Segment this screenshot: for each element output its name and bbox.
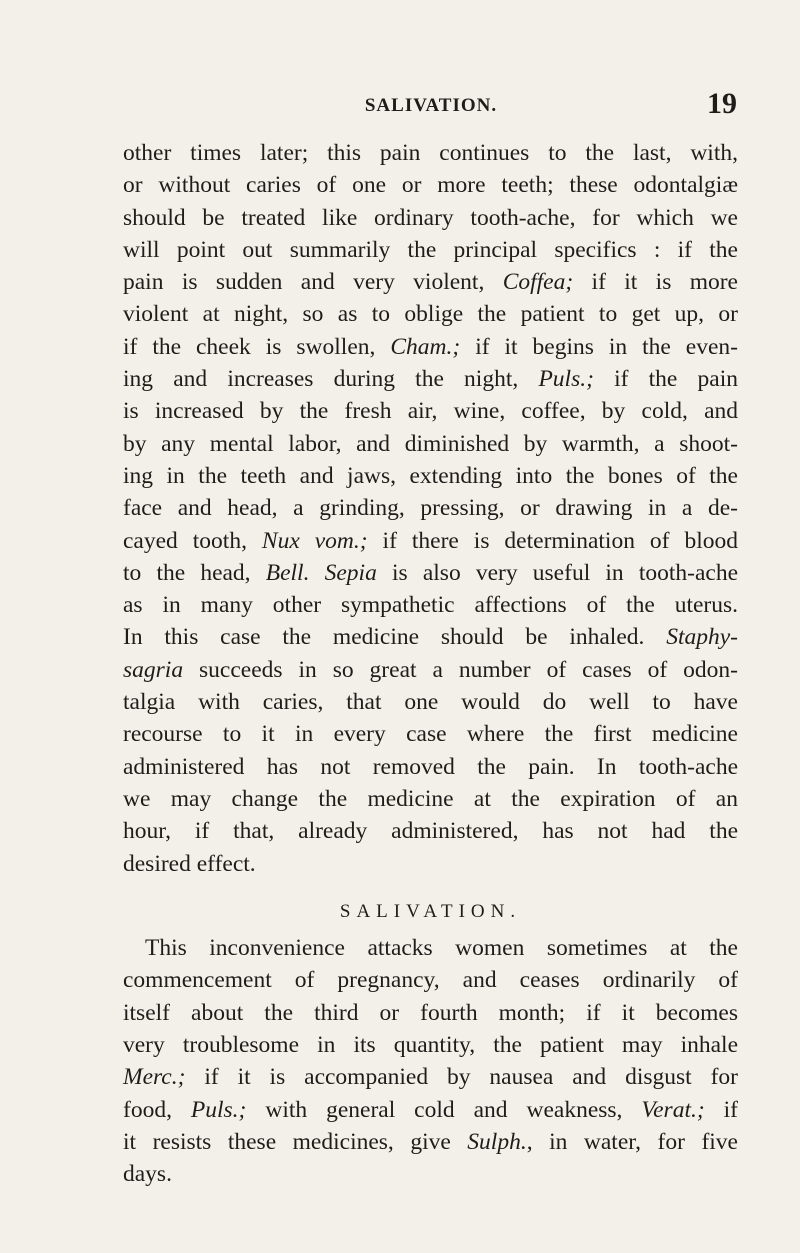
text-line: as in many other sympathetic affections of the uterus. <box>123 592 738 619</box>
text-line: hour, if that, already administered, has not had the <box>123 818 738 845</box>
text-line: by any mental labor, and diminished by warmth, a shoot- <box>123 430 738 457</box>
text-line: cayed tooth, Nux vom.; if there is determination of blood <box>123 527 738 554</box>
text-line: itself about the third or fourth month; if it becomes <box>123 999 738 1026</box>
body-text <box>123 137 738 1191</box>
text-line: or without caries of one or more teeth; these odontalgiæ <box>123 172 738 199</box>
text-line: Merc.; if it is accompanied by nausea and disgust for <box>123 1064 738 1091</box>
running-title: SALIVATION. <box>364 95 498 116</box>
remedy-bell: Bell. <box>265 559 310 586</box>
text-line: sagria succeeds in so great a number of cases of odon- <box>123 656 738 683</box>
text-line: violent at night, so as to oblige the patient to get up, or <box>123 301 738 328</box>
remedy-puls: Puls.; <box>538 366 594 393</box>
text-line: food, Puls.; with general cold and weakness, Verat.; if <box>123 1096 738 1123</box>
remedy-sulph: Sulph. <box>467 1128 527 1155</box>
text-line: commencement of pregnancy, and ceases ordinarily of <box>123 967 738 994</box>
text-line: if the cheek is swollen, Cham.; if it begins in the even- <box>123 333 738 360</box>
text-line: pain is sudden and very violent, Coffea; if it is more <box>123 269 738 296</box>
text-line: administered has not removed the pain. In tooth-ache <box>123 753 738 780</box>
text-line: recourse to it in every case where the first medicine <box>123 721 738 748</box>
text-line: should be treated like ordinary tooth-ache, for which we <box>123 204 738 231</box>
remedy-staphysagria-cont: sagria <box>123 656 184 683</box>
text-line: will point out summarily the principal specifics : if the <box>123 236 738 263</box>
remedy-verat: Verat.; <box>641 1096 705 1123</box>
text-line: In this case the medicine should be inhaled. Staphy- <box>123 624 738 651</box>
text-line: ing and increases during the night, Puls.; if the pain <box>123 366 738 393</box>
running-head <box>125 87 737 127</box>
text-line: This inconvenience attacks women sometimes at the <box>145 935 738 962</box>
text-line: talgia with caries, that one would do well to have <box>123 689 738 716</box>
text-line: days. <box>123 1161 172 1188</box>
text-line: it resists these medicines, give Sulph., in water, for five <box>123 1128 738 1155</box>
text-line: very troublesome in its quantity, the patient may inhale <box>123 1032 738 1059</box>
text-line: other times later; this pain continues to the last, with, <box>123 140 738 166</box>
remedy-puls: Puls.; <box>190 1096 247 1123</box>
remedy-sepia: Sepia <box>324 559 377 586</box>
paragraph-salivation <box>123 932 738 1190</box>
text-line: ing in the teeth and jaws, extending into the bones of the <box>123 462 738 489</box>
remedy-cham: Cham.; <box>390 333 461 360</box>
section-heading: SALIVATION. <box>339 900 522 922</box>
remedy-nux-vom: Nux vom.; <box>261 527 368 554</box>
paragraph-odontalgia <box>123 137 738 880</box>
page-number: 19 <box>707 87 737 120</box>
remedy-coffea: Coffea; <box>502 269 574 296</box>
remedy-staphysagria: Staphy- <box>666 624 738 651</box>
text-line: desired effect. <box>123 850 256 877</box>
text-line: to the head, Bell. Sepia is also very useful in tooth-ache <box>123 559 739 586</box>
text-line: is increased by the fresh air, wine, coffee, by cold, and <box>123 398 738 425</box>
remedy-merc: Merc.; <box>123 1064 186 1091</box>
text-line: we may change the medicine at the expiration of an <box>123 785 738 812</box>
text-line: face and head, a grinding, pressing, or drawing in a de- <box>123 495 738 522</box>
